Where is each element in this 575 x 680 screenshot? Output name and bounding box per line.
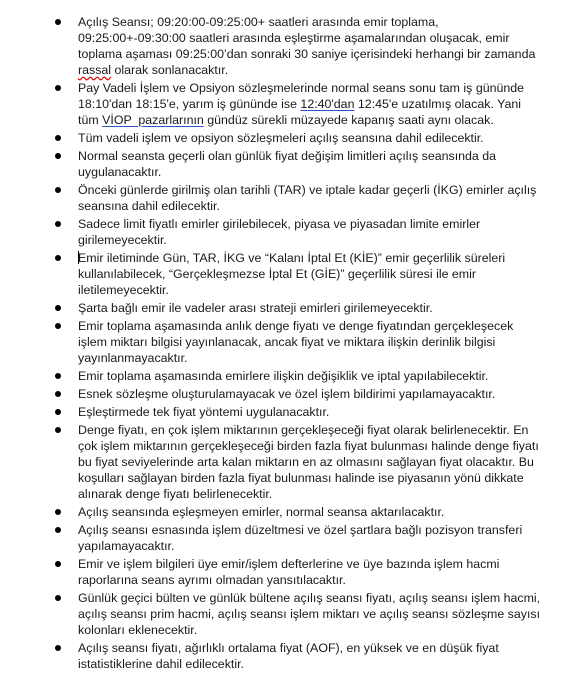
bullet-dot-icon — [55, 391, 61, 397]
item-text: Tüm vadeli işlem ve opsiyon sözleşmeleri açılış seansına dahil edilecektir. — [78, 131, 484, 145]
list-item — [0, 640, 575, 672]
list-item — [0, 130, 575, 146]
bullet-dot-icon — [55, 221, 61, 227]
bullet-dot-icon — [55, 527, 61, 533]
bullet-dot-icon — [55, 561, 61, 567]
item-text: Esnek sözleşme oluşturulamayacak ve özel işlem bildirimi yapılamayacaktır. — [78, 387, 496, 401]
item-text: Açılış seansında eşleşmeyen emirler, normal seansa aktarılacaktır. — [78, 505, 445, 519]
item-text: Günlük geçici bülten ve günlük bültene açılış seansı fiyatı, açılış seansı işlem hacmi, açılış seansı prim hacmi, açılış seansı işlem miktarı ve açılış seansı sözleşme sayısı kolonları eklenecektir. — [78, 591, 541, 637]
list-item — [0, 80, 575, 128]
item-text: Şarta bağlı emir ile vadeler arası strateji emirleri girilemeyecektir. — [78, 301, 433, 315]
item-text: olarak sonlanacaktır. — [111, 63, 229, 77]
item-text: Pay Vadeli İşlem ve Opsiyon sözleşmelerinde normal seans sonu tam iş gününde 18:10'dan 18:15'e, yarım iş gününde ise — [78, 81, 525, 111]
item-text: 12:45'e uzatılmış olacak. Yani tüm — [78, 97, 521, 127]
list-item — [0, 522, 575, 554]
item-text: Açılış seansı fiyatı, ağırlıklı ortalama fiyat (AOF), en yüksek ve en düşük fiyat istatistiklerine dahil edilecektir. — [78, 641, 499, 671]
list-item — [0, 368, 575, 384]
spellcheck-flagged-word: rassal — [78, 63, 112, 77]
item-text: Emir iletiminde Gün, TAR, İKG ve “Kalanı İptal Et (KİE)” emir geçerlilik süreleri kullanılabilecek, “Gerçekleşmezse İptal Et (GİE)” geçerlilik süresi ile emir iletilemeyecektir. — [78, 251, 506, 297]
bullet-dot-icon — [55, 373, 61, 379]
document-page — [0, 14, 575, 674]
item-text: Emir ve işlem bilgileri üye emir/işlem defterlerine ve üye bazında işlem hacmi raporlarına seans ayrımı olmadan yansıtılacaktır. — [78, 557, 500, 587]
bullet-dot-icon — [55, 509, 61, 515]
item-text: Eşleştirmede tek fiyat yöntemi uygulanacaktır. — [78, 405, 330, 419]
bullet-dot-icon — [55, 409, 61, 415]
list-item — [0, 182, 575, 214]
list-item — [0, 386, 575, 402]
item-text: Sadece limit fiyatlı emirler girilebilecek, piyasa ve piyasadan limite emirler girilemeyecektir. — [78, 217, 481, 247]
item-text: Önceki günlerde girilmiş olan tarihli (TAR) ve iptale kadar geçerli (İKG) emirler açılış seansına dahil edilecektir. — [78, 183, 537, 213]
bullet-dot-icon — [55, 85, 61, 91]
list-item — [0, 404, 575, 420]
item-text: Normal seansta geçerli olan günlük fiyat değişim limitleri açılış seansında da uygulanacaktır. — [78, 149, 497, 179]
item-text: gündüz sürekli müzayede kapanış saati aynı olacak. — [203, 113, 494, 127]
list-item — [0, 556, 575, 588]
list-item — [0, 300, 575, 316]
item-text: Açılış Seansı; 09:20:00-09:25:00+ saatleri arasında emir toplama, 09:25:00+-09:30:00 saatleri arasında eşleştirme aşamalarından oluşacak, emir toplama aşaması 09:25:00’dan sonraki 30 saniye içerisindeki herhangi bir zamanda — [78, 15, 536, 61]
list-item — [0, 14, 575, 78]
item-text: Denge fiyatı, en çok işlem miktarının gerçekleşeceği fiyat olarak belirlenecektir. En çok işlem miktarının gerçekleşeceği birden fazla fiyat bulunması halinde denge fiyatı bu fiyat seviyelerinde arta kalan miktarın en az olmasını sağlayan fiyat olacaktır. Bu koşulları sağlayan birden fazla fiyat bulunması halinde ise piyasanın yönü dikkate alınarak denge fiyatı belirlenecektir. — [78, 423, 539, 501]
bullet-dot-icon — [55, 135, 61, 141]
bullet-dot-icon — [55, 187, 61, 193]
bullet-dot-icon — [55, 153, 61, 159]
grammar-flagged-word: VİOP pazarlarının — [102, 113, 204, 127]
item-text: Emir toplama aşamasında emirlere ilişkin değişiklik ve iptal yapılabilecektir. — [78, 369, 489, 383]
list-item — [0, 422, 575, 502]
item-text: Emir toplama aşamasında anlık denge fiyatı ve denge fiyatından gerçekleşecek işlem miktarı bilgisi yayınlanacak, ancak fiyat ve miktara ilişkin derinlik bilgisi yayınlanmayacaktır. — [78, 319, 514, 365]
grammar-flagged-word: 12:40'dan — [300, 97, 355, 111]
list-item — [0, 250, 575, 298]
item-text: Açılış seansı esnasında işlem düzeltmesi ve özel şartlara bağlı pozisyon transferi yapılamayacaktır. — [78, 523, 523, 553]
list-item — [0, 216, 575, 248]
list-item — [0, 148, 575, 180]
list-item — [0, 318, 575, 366]
bullet-dot-icon — [55, 255, 61, 261]
bullet-dot-icon — [55, 595, 61, 601]
list-item — [0, 504, 575, 520]
bullet-dot-icon — [55, 645, 61, 651]
bullet-dot-icon — [55, 19, 61, 25]
list-item — [0, 590, 575, 638]
bullet-list — [0, 14, 575, 672]
bullet-dot-icon — [55, 427, 61, 433]
bullet-dot-icon — [55, 305, 61, 311]
bullet-dot-icon — [55, 323, 61, 329]
